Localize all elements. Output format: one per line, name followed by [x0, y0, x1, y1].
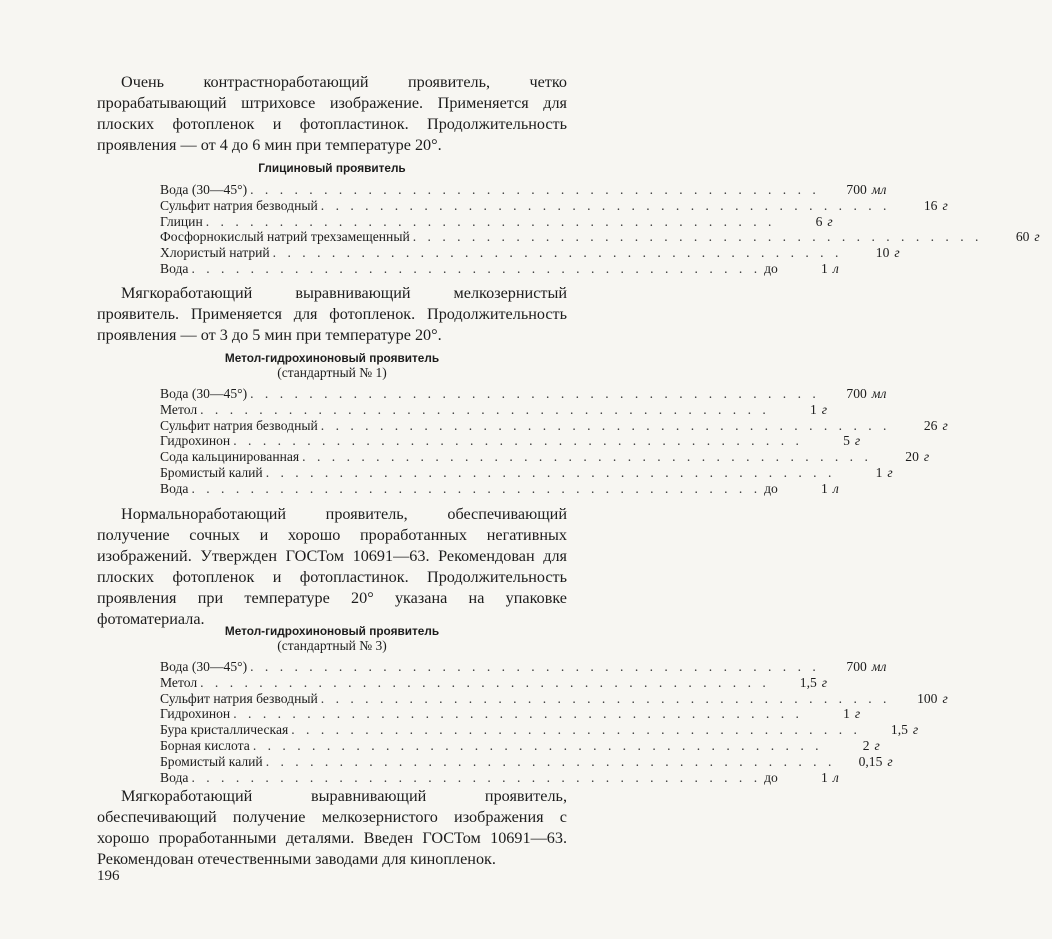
- ingredient-name: Вода (30—45°): [160, 182, 248, 197]
- paragraph-3: Нормальноработающий проявитель, обеспечивающий получение сочных и хорошо проработанных негативных изображений. Утвержден ГОСТом 10691—63. Рекомендован для плоских фотопленок и фотопластинок. Продолжительность проявления при температуре 20° указана на упаковке фотоматериала.: [97, 505, 567, 628]
- ingredient-row: [160, 182, 887, 198]
- recipe-3-list: [160, 659, 948, 785]
- leader-dots: . . . . . . . . . . . . . . . . . . . . . . . . . . . . . . . . . . . . . . .: [252, 737, 823, 753]
- ingredient-quantity: 5: [843, 433, 850, 449]
- ingredient-unit: г: [1034, 229, 1040, 245]
- ingredient-unit: г: [942, 690, 948, 706]
- ingredient-quantity: 2: [862, 737, 870, 753]
- ingredient-row: [160, 464, 893, 481]
- leader-dots: . . . . . . . . . . . . . . . . . . . . . . . . . . . . . . . . . . . . . . .: [291, 722, 861, 738]
- leader-dots: . . . . . . . . . . . . . . . . . . . . . . . . . . . . . . . . . . . . . . .: [320, 197, 891, 213]
- ingredient-unit: г: [874, 737, 880, 753]
- ingredient-quantity: 700: [846, 386, 867, 401]
- ingredient-name: Сульфит натрия безводный: [160, 197, 318, 213]
- ingredient-row: [160, 769, 839, 786]
- leader-dots: . . . . . . . . . . . . . . . . . . . . . . . . . . . . . . . . . . . . . . .: [191, 480, 762, 496]
- recipe-2-subtitle: (стандартный № 1): [277, 365, 387, 380]
- ingredient-name: Бромистый калий: [160, 464, 263, 480]
- ingredient-name: Сульфит натрия безводный: [160, 690, 318, 706]
- ingredient-row: [160, 480, 839, 497]
- ingredient-quantity: 60: [1015, 229, 1030, 245]
- leader-dots: . . . . . . . . . . . . . . . . . . . . . . . . . . . . . . . . . . . . . . .: [272, 245, 843, 261]
- ingredient-unit: г: [887, 753, 893, 769]
- recipe-1-title: Глициновый проявитель: [258, 161, 406, 175]
- ingredient-name: Хлористый натрий: [160, 245, 270, 261]
- ingredient-name: Вода: [160, 260, 189, 276]
- ingredient-row: [160, 433, 861, 449]
- ingredient-unit: л: [832, 480, 839, 496]
- ingredient-quantity: 20: [905, 449, 919, 465]
- ingredient-quantity: 1,5: [890, 722, 908, 738]
- ingredient-name: Метол: [160, 674, 198, 690]
- ingredient-name: Бромистый калий: [160, 753, 263, 769]
- ingredient-name: Гидрохинон: [160, 706, 231, 722]
- leader-dots: . . . . . . . . . . . . . . . . . . . . . . . . . . . . . . . . . . . . . . .: [200, 401, 770, 417]
- leader-dots: . . . . . . . . . . . . . . . . . . . . . . . . . . . . . . . . . . . . . . .: [191, 769, 762, 785]
- ingredient-quantity: 700: [846, 659, 867, 674]
- ingredient-unit: г: [887, 464, 893, 480]
- ingredient-quantity: 1: [843, 706, 850, 722]
- recipe-3-subtitle: (стандартный № 3): [277, 638, 387, 653]
- ingredient-prefix: до: [764, 769, 778, 785]
- paragraph-4: Мягкоработающий выравнивающий проявитель, обеспечивающий получение мелкозернистого изображения с хорошо проработанными деталями. Введен ГОСТом 10691—63. Рекомендован отечественными заводами для кинопленок.: [97, 787, 567, 868]
- leader-dots: . . . . . . . . . . . . . . . . . . . . . . . . . . . . . . . . . . . . . . .: [265, 753, 836, 769]
- ingredient-row: [160, 449, 930, 465]
- ingredient-row: [160, 260, 839, 277]
- ingredient-unit: мл: [871, 182, 887, 197]
- ingredient-quantity: 6: [815, 213, 823, 229]
- ingredient-prefix: до: [764, 480, 778, 496]
- leader-dots: . . . . . . . . . . . . . . . . . . . . . . . . . . . . . . . . . . . . . . .: [200, 674, 770, 690]
- ingredient-row: [160, 417, 948, 434]
- paragraph-2: Мягкоработающий выравнивающий мелкозернистый проявитель. Применяется для фотопленок. Продолжительность проявления — от 3 до 5 мин при температуре 20°.: [97, 284, 567, 344]
- ingredient-name: Метол: [160, 401, 198, 417]
- ingredient-row: [160, 229, 1040, 245]
- ingredient-row: [160, 245, 900, 261]
- leader-dots: . . . . . . . . . . . . . . . . . . . . . . . . . . . . . . . . . . . . . . .: [265, 464, 836, 480]
- ingredient-row: [160, 737, 880, 754]
- ingredient-unit: г: [912, 722, 919, 738]
- ingredient-name: Вода: [160, 480, 189, 496]
- ingredient-row: [160, 659, 887, 675]
- ingredient-quantity: 1: [810, 401, 817, 417]
- recipe-2-title: Метол-гидрохиноновый проявитель: [224, 351, 440, 365]
- ingredient-row: [160, 386, 887, 402]
- ingredient-unit: мл: [871, 386, 887, 401]
- recipe-2-list: [160, 386, 948, 497]
- leader-dots: . . . . . . . . . . . . . . . . . . . . . . . . . . . . . . . . . . . . . . .: [250, 386, 820, 401]
- ingredient-unit: г: [942, 417, 948, 433]
- ingredient-name: Глицин: [160, 213, 203, 229]
- ingredient-quantity: 0,15: [858, 753, 883, 769]
- ingredient-name: Сульфит натрия безводный: [160, 417, 318, 433]
- leader-dots: . . . . . . . . . . . . . . . . . . . . . . . . . . . . . . . . . . . . . . .: [233, 706, 803, 722]
- ingredient-quantity: 16: [923, 197, 938, 213]
- leader-dots: . . . . . . . . . . . . . . . . . . . . . . . . . . . . . . . . . . . . . . .: [320, 417, 891, 433]
- ingredient-quantity: 1: [821, 480, 828, 496]
- ingredient-name: Гидрохинон: [160, 433, 231, 449]
- ingredient-unit: л: [832, 260, 839, 276]
- ingredient-unit: мл: [871, 659, 887, 674]
- ingredient-name: Вода (30—45°): [160, 386, 248, 401]
- leader-dots: . . . . . . . . . . . . . . . . . . . . . . . . . . . . . . . . . . . . . . .: [412, 229, 983, 245]
- ingredient-name: Борная кислота: [160, 737, 250, 753]
- ingredient-unit: г: [821, 401, 828, 417]
- ingredient-unit: л: [832, 769, 839, 785]
- ingredient-quantity: 1,5: [799, 674, 817, 690]
- ingredient-unit: г: [894, 245, 900, 261]
- leader-dots: . . . . . . . . . . . . . . . . . . . . . . . . . . . . . . . . . . . . . . .: [233, 433, 803, 449]
- recipe-1-list: [160, 182, 1040, 277]
- ingredient-row: [160, 213, 833, 230]
- ingredient-quantity: 10: [875, 245, 890, 261]
- ingredient-unit: г: [854, 706, 861, 722]
- paragraph-1: Очень контрастноработающий проявитель, четко прорабатывающий штриховсе изображение. Применяется для плоских фотопленок и фотопластинок. Продолжительность проявления — от 4 до 6 мин при температуре 20°.: [97, 73, 567, 154]
- ingredient-row: [160, 401, 828, 418]
- ingredient-unit: г: [821, 674, 828, 690]
- recipe-3-title: Метол-гидрохиноновый проявитель: [224, 624, 440, 638]
- ingredient-row: [160, 674, 828, 691]
- leader-dots: . . . . . . . . . . . . . . . . . . . . . . . . . . . . . . . . . . . . . . .: [205, 213, 776, 229]
- ingredient-unit: г: [923, 449, 930, 465]
- ingredient-row: [160, 197, 948, 214]
- ingredient-row: [160, 753, 893, 770]
- ingredient-row: [160, 706, 861, 722]
- ingredient-unit: г: [854, 433, 861, 449]
- page-number: 196: [97, 868, 120, 884]
- leader-dots: . . . . . . . . . . . . . . . . . . . . . . . . . . . . . . . . . . . . . . .: [302, 449, 872, 465]
- ingredient-quantity: 1: [875, 464, 883, 480]
- leader-dots: . . . . . . . . . . . . . . . . . . . . . . . . . . . . . . . . . . . . . . .: [191, 260, 762, 276]
- ingredient-quantity: 700: [846, 182, 867, 197]
- ingredient-quantity: 1: [821, 260, 828, 276]
- ingredient-unit: г: [827, 213, 833, 229]
- ingredient-quantity: 100: [917, 690, 938, 706]
- ingredient-name: Бура кристаллическая: [160, 722, 289, 738]
- ingredient-prefix: до: [764, 260, 778, 276]
- ingredient-name: Вода (30—45°): [160, 659, 248, 674]
- leader-dots: . . . . . . . . . . . . . . . . . . . . . . . . . . . . . . . . . . . . . . .: [250, 182, 820, 197]
- ingredient-name: Сода кальцинированная: [160, 449, 300, 465]
- leader-dots: . . . . . . . . . . . . . . . . . . . . . . . . . . . . . . . . . . . . . . .: [250, 659, 820, 674]
- ingredient-quantity: 26: [923, 417, 938, 433]
- ingredient-quantity: 1: [821, 769, 828, 785]
- ingredient-unit: г: [942, 197, 948, 213]
- ingredient-row: [160, 722, 919, 738]
- ingredient-name: Вода: [160, 769, 189, 785]
- leader-dots: . . . . . . . . . . . . . . . . . . . . . . . . . . . . . . . . . . . . . . .: [320, 690, 891, 706]
- ingredient-name: Фосфорнокислый натрий трехзамещенный: [160, 229, 410, 245]
- ingredient-row: [160, 690, 948, 707]
